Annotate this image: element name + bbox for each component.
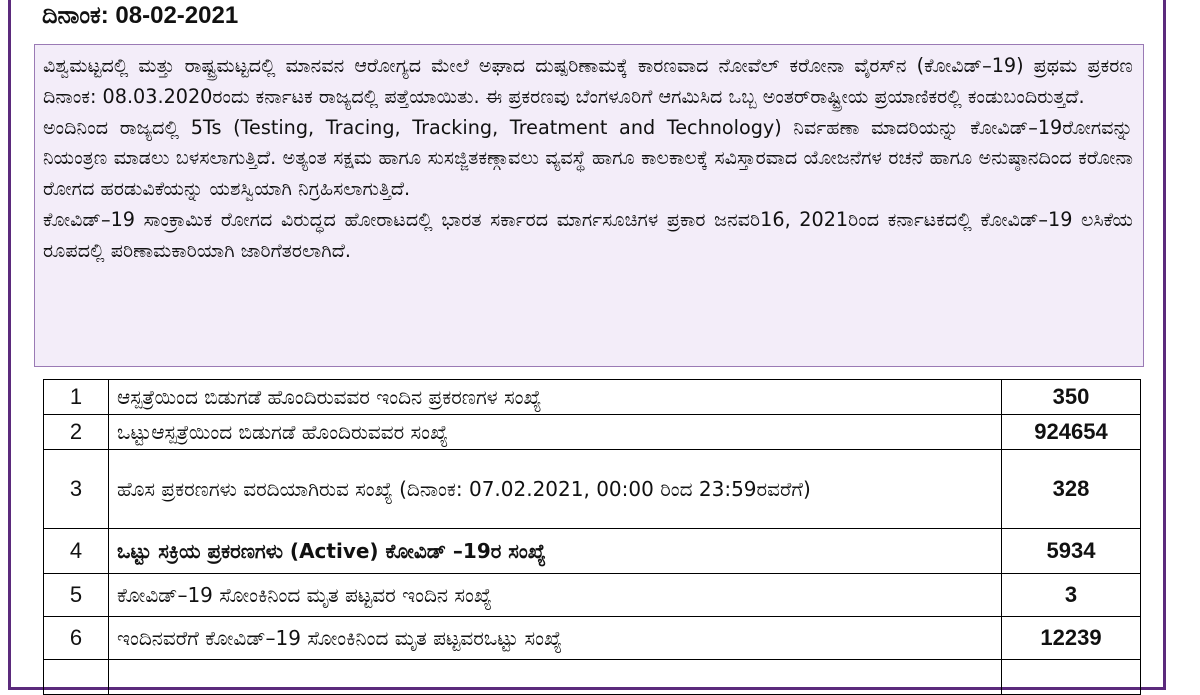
- row-number: 3: [44, 450, 109, 529]
- intro-paragraph: ವಿಶ್ವಮಟ್ಟದಲ್ಲಿ ಮತ್ತು ರಾಷ್ಟ್ರಮಟ್ಟದಲ್ಲಿ ಮಾನವನ ಆರೋಗ್ಯದ ಮೇಲೆ ಅಘಾದ ದುಷ್ಪರಿಣಾಮಕ್ಕೆ ಕಾರಣವಾದ ನೋವೆಲ್ ಕರೋನಾ ವೈರಸ್‌ನ (ಕೋವಿಡ್–19) ಪ್ರಥಮ ಪ್ರಕರಣ ದಿನಾಂಕ: 08.03.2020ರಂದು ಕರ್ನಾಟಕ ರಾಜ್ಯದಲ್ಲಿ ಪತ್ತೆಯಾಯಿತು. ಈ ಪ್ರಕರಣವು ಬೆಂಗಳೂರಿಗೆ ಆಗಮಿಸಿದ ಒಬ್ಬ ಅಂತರ್‌ರಾಷ್ಟ್ರೀಯ ಪ್ರಯಾಣಿಕರಲ್ಲಿ ಕಂಡುಬಂದಿರುತ್ತದೆ.: [43, 54, 1133, 108]
- intro-paragraph: ಕೋವಿಡ್–19 ಸಾಂಕ್ರಾಮಿಕ ರೋಗದ ವಿರುದ್ಧದ ಹೋರಾಟದಲ್ಲಿ ಭಾರತ ಸರ್ಕಾರದ ಮಾರ್ಗಸೂಚಿಗಳ ಪ್ರಕಾರ ಜನವರಿ16, 2021ರಿಂದ ಕರ್ನಾಟಕದಲ್ಲಿ ಕೋವಿಡ್–19 ಲಸಿಕೆಯ ರೂಪದಲ್ಲಿ ಪರಿಣಾಮಕಾರಿಯಾಗಿ ಜಾರಿಗೆತರಲಾಗಿದೆ.: [43, 207, 1133, 262]
- row-description: ಹೊಸ ಪ್ರಕರಣಗಳು ವರದಿಯಾಗಿರುವ ಸಂಖ್ಯೆ (ದಿನಾಂಕ: 07.02.2021, 00:00 ರಿಂದ 23:59ರವರೆಗೆ): [109, 450, 1002, 529]
- row-number: 1: [44, 380, 109, 415]
- row-number: 2: [44, 415, 109, 450]
- row-value: 3: [1002, 574, 1141, 617]
- row-value: 12239: [1002, 617, 1141, 660]
- table-row: [44, 617, 1141, 660]
- table-row: [44, 450, 1141, 529]
- intro-paragraph: ಅಂದಿನಿಂದ ರಾಜ್ಯದಲ್ಲಿ 5Ts (Testing, Tracing, Tracking, Treatment and Technology) ನಿರ್ವಹಣಾ ಮಾದರಿಯನ್ನು ಕೋವಿಡ್–19ರೋಗವನ್ನು ನಿಯಂತ್ರಣ ಮಾಡಲು ಬಳಸಲಾಗುತ್ತಿದೆ. ಅತ್ಯಂತ ಸಕ್ಷಮ ಹಾಗೂ ಸುಸಜ್ಜಿತಕಣ್ಗಾವಲು ವ್ಯವಸ್ಥೆ ಹಾಗೂ ಕಾಲಕಾಲಕ್ಕೆ ಸವಿಸ್ತಾರವಾದ ಯೋಜನೆಗಳ ರಚನೆ ಹಾಗೂ ಅನುಷ್ಠಾನದಿಂದ ಕರೋನಾ ರೋಗದ ಹರಡುವಿಕೆಯನ್ನು ಯಶಸ್ವಿಯಾಗಿ ನಿಗ್ರಹಿಸಲಾಗುತ್ತಿದೆ.: [43, 115, 1133, 201]
- row-description: ಆಸ್ಪತ್ರೆಯಿಂದ ಬಿಡುಗಡೆ ಹೊಂದಿರುವವರ ಇಂದಿನ ಪ್ರಕರಣಗಳ ಸಂಖ್ಯೆ: [109, 380, 1002, 415]
- date-label: ದಿನಾಂಕ:: [42, 2, 109, 29]
- row-value: 328: [1002, 450, 1141, 529]
- row-number: 4: [44, 529, 109, 574]
- covid-stats-table: [43, 379, 1141, 695]
- date-value: 08-02-2021: [115, 2, 239, 29]
- row-value: 5934: [1002, 529, 1141, 574]
- row-description: ಇಂದಿನವರೆಗೆ ಕೋವಿಡ್–19 ಸೋಂಕಿನಿಂದ ಮೃತ ಪಟ್ಟವರಒಟ್ಟು ಸಂಖ್ಯೆ: [109, 617, 1002, 660]
- row-number: 5: [44, 574, 109, 617]
- table-row-partial: [44, 660, 1141, 695]
- row-value: 350: [1002, 380, 1141, 415]
- table-row: [44, 574, 1141, 617]
- row-value: 924654: [1002, 415, 1141, 450]
- row-number: 6: [44, 617, 109, 660]
- row-description: ಕೋವಿಡ್–19 ಸೋಂಕಿನಿಂದ ಮೃತ ಪಟ್ಟವರ ಇಂದಿನ ಸಂಖ್ಯೆ: [109, 574, 1002, 617]
- row-description: ಒಟ್ಟುಆಸ್ಪತ್ರೆಯಿಂದ ಬಿಡುಗಡೆ ಹೊಂದಿರುವವರ ಸಂಖ್ಯೆ: [109, 415, 1002, 450]
- table-row: [44, 380, 1141, 415]
- row-description: ಒಟ್ಟು ಸಕ್ರಿಯ ಪ್ರಕರಣಗಳು (Active) ಕೋವಿಡ್ –19ರ ಸಂಖ್ಯೆ: [109, 529, 1002, 574]
- table-row: [44, 529, 1141, 574]
- report-date: [42, 2, 238, 30]
- table-row: [44, 415, 1141, 450]
- intro-panel: [34, 44, 1144, 367]
